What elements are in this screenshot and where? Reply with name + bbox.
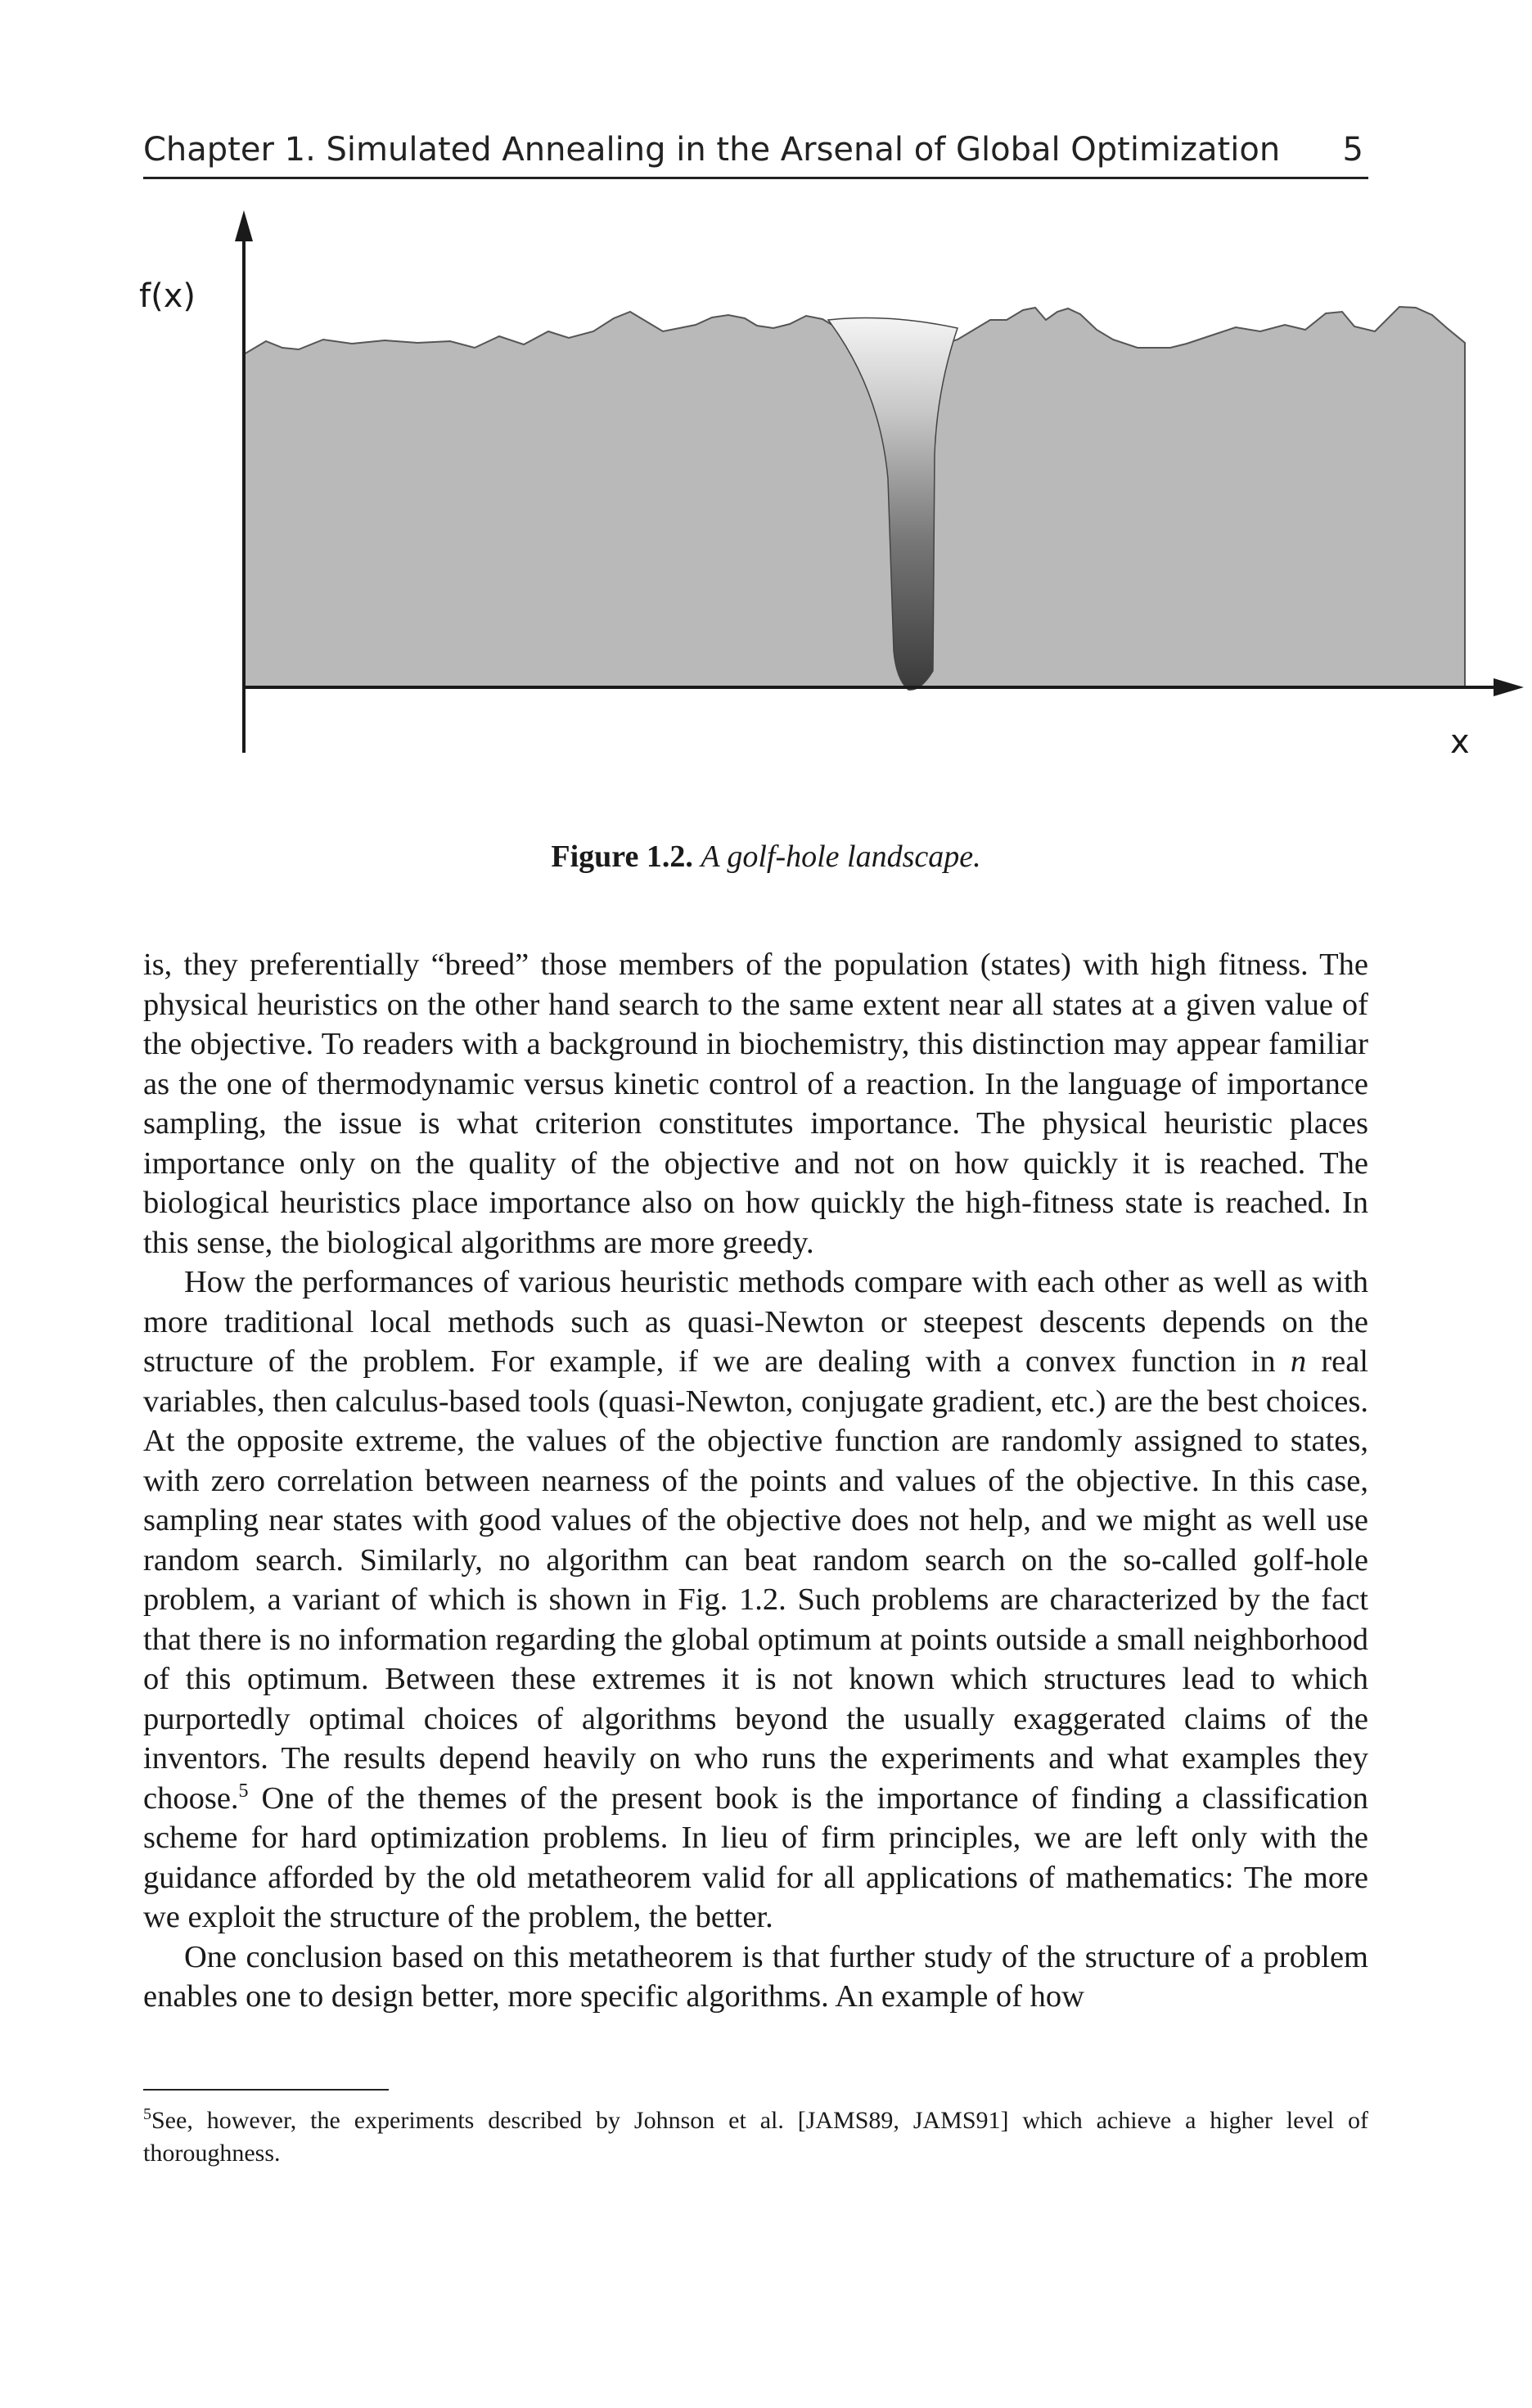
footnote (143, 2104, 1368, 2170)
paragraph-2-part-a: How the performances of various heuristic methods compare with each other as well as with more traditional local methods such as quasi-Newton or steepest descents depends on the structure of the problem. For example, if we are dealing with a convex function in (143, 1265, 1368, 1379)
chapter-title: Chapter 1. Simulated Annealing in the Arsenal of Global Optimization (143, 131, 1281, 169)
paragraph-1: is, they preferentially “breed” those members of the population (states) with high fitness. The physical heuristics on the other hand search to the same extent near all states at a given value of the objective. To readers with a background in biochemistry, this distinction may appear familiar as the one of thermodynamic versus kinetic control of a reaction. In the language of importance sampling, the issue is what criterion constitutes importance. The physical heuristic places importance only on the quality of the objective and not on how quickly it is reached. The biological heuristics place importance also on how quickly the high-fitness state is reached. In this sense, the biological algorithms are more greedy. (143, 947, 1368, 1260)
paragraph-3: One conclusion based on this metatheorem is that further study of the structure of a problem enables one to design better, more specific algorithms. An example of how (143, 1939, 1368, 2014)
footnote-rule (143, 2089, 389, 2091)
figure-number: Figure 1.2. (551, 839, 693, 874)
x-axis-label: x (1450, 723, 1470, 761)
page-number: 5 (1342, 131, 1363, 169)
footnote-reference[interactable]: 5 (238, 1780, 249, 1802)
figure-title: A golf-hole landscape. (701, 839, 981, 874)
y-axis-label: f(x) (139, 277, 196, 315)
paragraph-2 (143, 1263, 1368, 1938)
golf-hole-figure (123, 209, 1470, 798)
landscape-fill (244, 307, 1465, 687)
figure-caption (0, 839, 1532, 875)
paragraph-2-part-b: real variables, then calculus-based tools (quasi-Newton, conjugate gradient, etc.) are the best choices. At the opposite extreme, the values of the objective function are randomly assigned to states, with zero correlation between nearness of the points and values of the objective. In this case, sampling near states with good values of the objective does not help, and we might as well use random search. Similarly, no algorithm can beat random search on the so-called golf-hole problem, a variant of which is shown in Fig. 1.2. Such problems are characterized by the fact that there is no information regarding the global optimum at points outside a small neighborhood of this optimum. Between these extremes it is not known which structures lead to which purportedly optimal choices of algorithms beyond the usually exaggerated claims of the inventors. The results depend heavily on who runs the experiments and what examples they choose. (143, 1344, 1369, 1816)
variable-n: n (1290, 1344, 1307, 1379)
footnote-mark: 5 (143, 2105, 151, 2123)
paragraph-2-part-c: One of the themes of the present book is the importance of finding a classification scheme for hard optimization problems. In lieu of firm principles, we are left only with the guidance afforded by the old metatheorem valid for all applications of mathematics: The more we exploit the structure of the problem, the better. (143, 1780, 1368, 1934)
body-text (143, 945, 1368, 2017)
running-head (143, 124, 1368, 179)
golf-hole-plot (123, 209, 1470, 798)
footnote-text: See, however, the experiments described by Johnson et al. [JAMS89, JAMS91] which achieve a higher level of thoroughness. (143, 2107, 1368, 2167)
